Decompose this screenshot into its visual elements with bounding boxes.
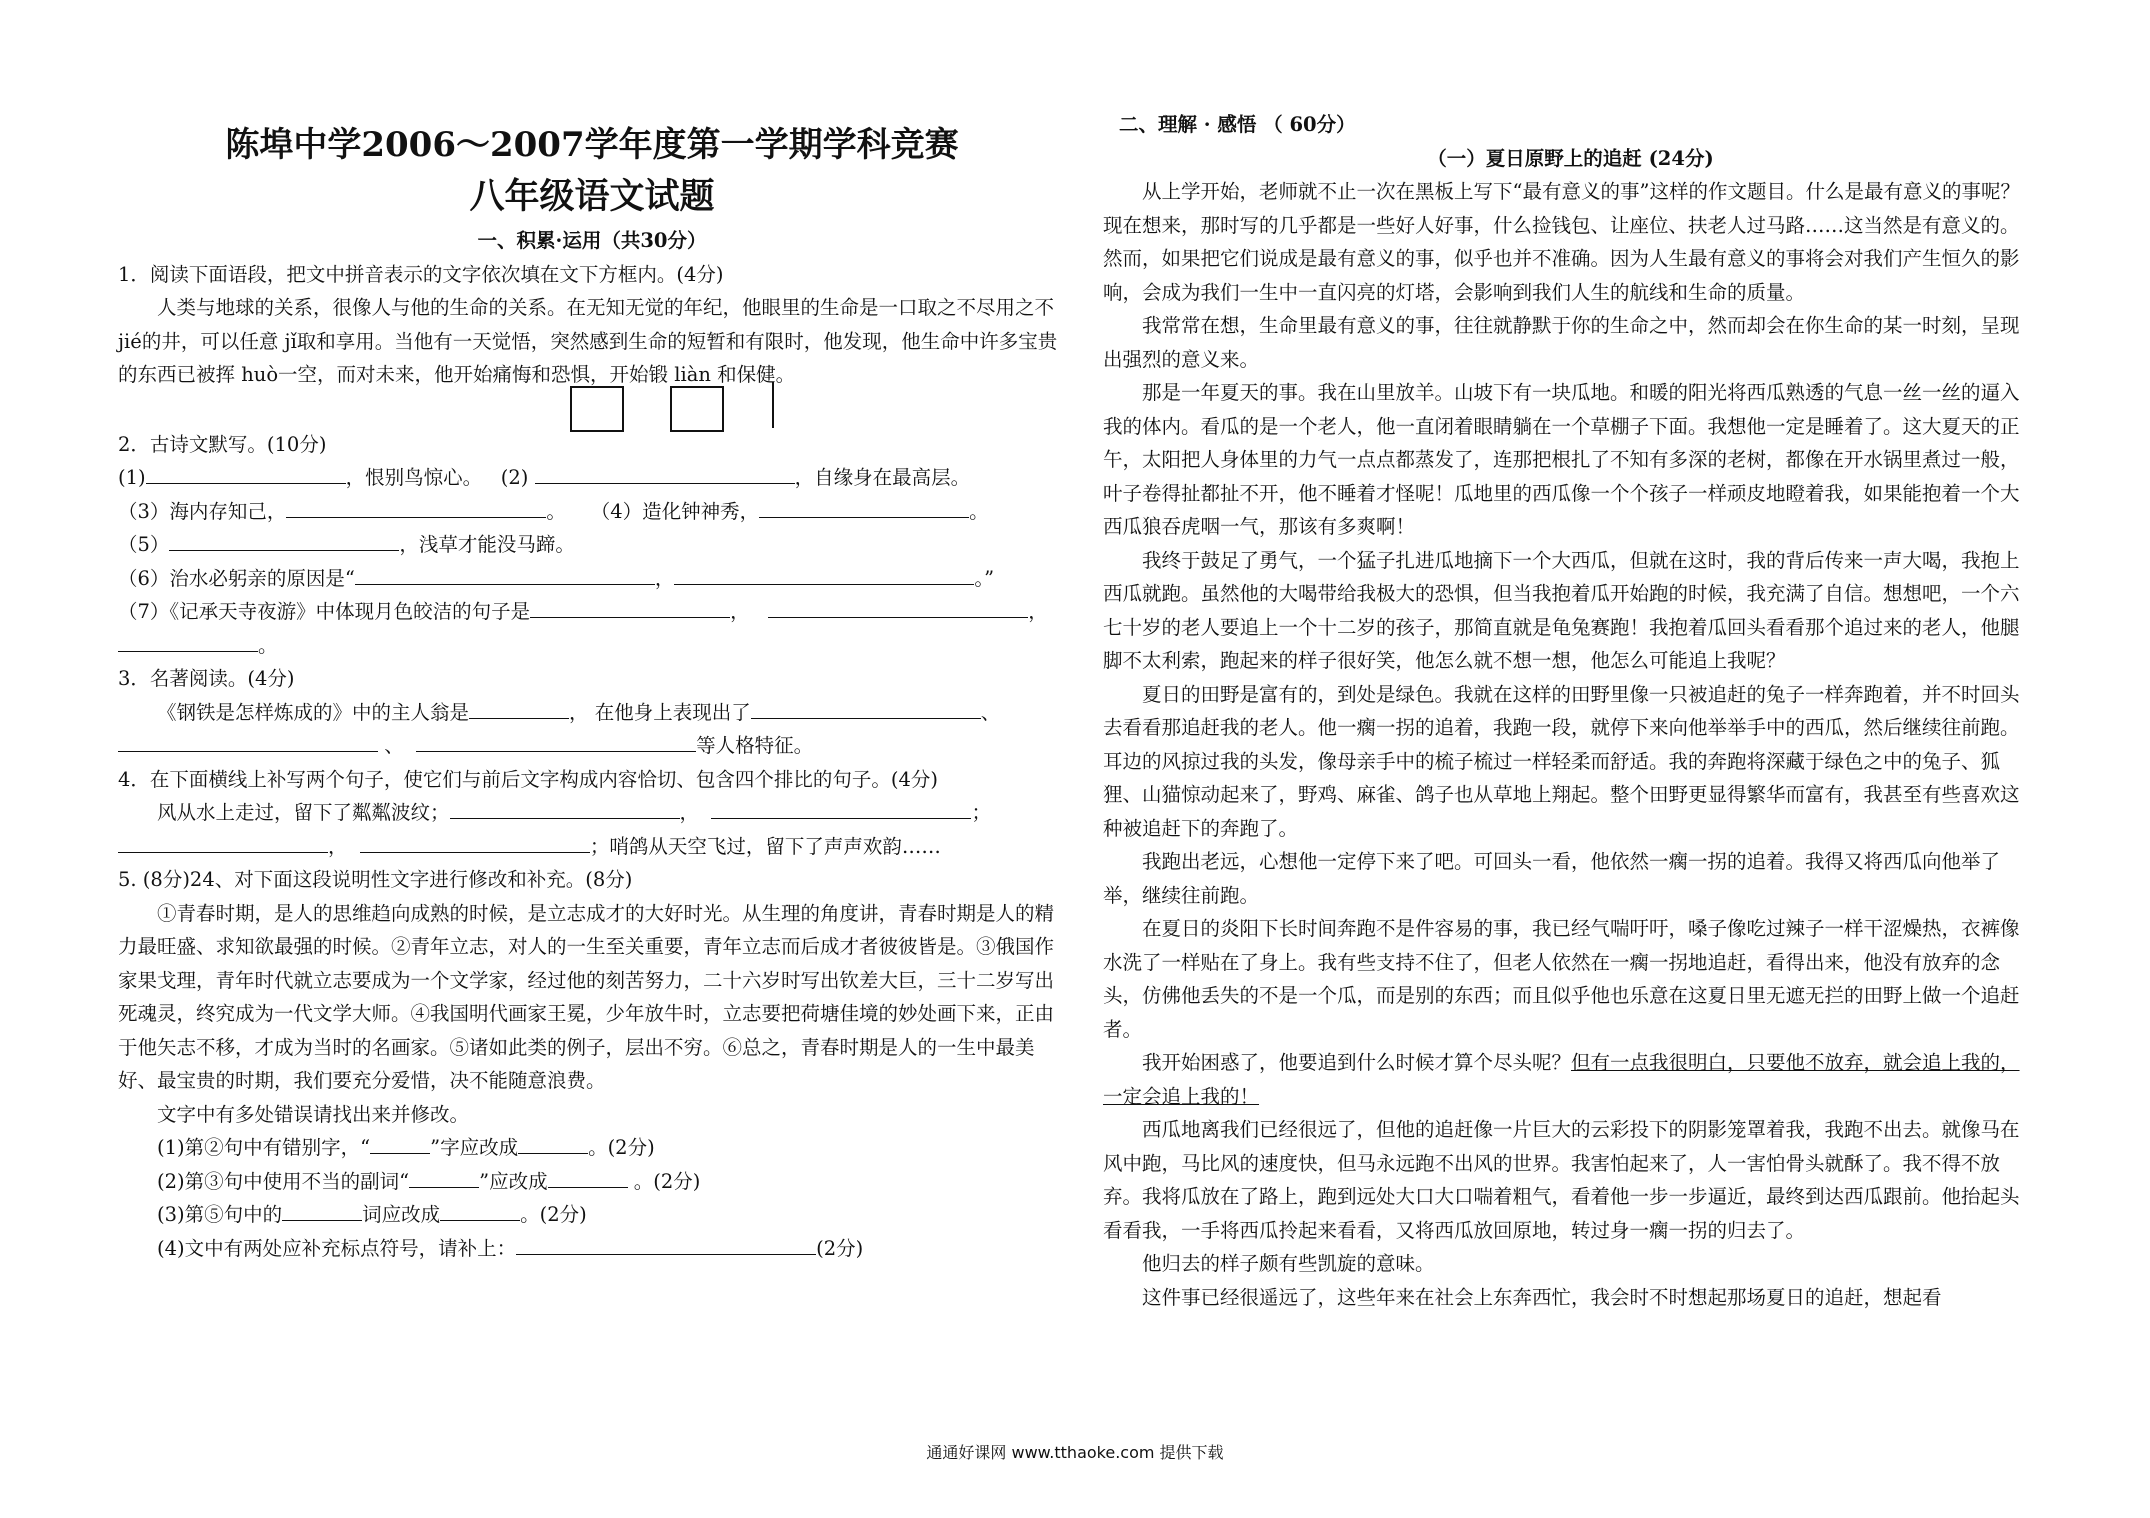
answer-blank[interactable] — [409, 1165, 479, 1188]
q2-text: 。 — [258, 633, 278, 657]
q3-stem: 3．名著阅读。(4分) — [118, 667, 295, 690]
q2-label-2: (2) — [500, 466, 529, 489]
q5-text: (3)第⑤句中的 — [157, 1203, 283, 1226]
answer-blank[interactable] — [469, 696, 569, 719]
answer-blank[interactable] — [759, 495, 969, 518]
q4-text: 风从水上走过，留下了粼粼波纹； — [157, 801, 450, 824]
answer-box[interactable] — [570, 386, 624, 432]
answer-blank[interactable] — [440, 1198, 520, 1221]
q2-text: （3）海内存知己， — [118, 499, 287, 523]
answer-blank[interactable] — [535, 461, 795, 484]
passage-paragraph: 我终于鼓足了勇气，一个猛子扎进瓜地摘下一个大西瓜，但就在这时，我的背后传来一声大喝，我抱上西瓜就跑。虽然他的大喝带给我极大的恐惧，但当我抱着瓜开始跑的时候，我充满了自信。想想吧，一个六七十岁的老人要追上一个十二岁的孩子，那简直就是龟兔赛跑！我抱着瓜回头看看那个追过来的老人，他腿脚不太利索，跑起来的样子很好笑，他怎么就不想一想，他怎么可能追上我呢？ — [1103, 548, 2020, 672]
answer-blank[interactable] — [360, 830, 590, 853]
q5-text: 。(2分) — [520, 1203, 587, 1226]
q5-sub-4 — [118, 1232, 1066, 1266]
q5-passage: ①青春时期，是人的思维趋向成熟的时候，是立志成才的大好时光。从生理的角度讲，青春时期是人的精力最旺盛、求知欲最强的时候。②青年立志，对人的一生至关重要，青年立志而后成才者彼彼皆是。③俄国作家果戈理，青年时代就立志要成为一个文学家，经过他的刻苦努力，二十六岁时写出钦差大巨，三十二岁写出死魂灵，终究成为一代文学大师。④我国明代画家王冕，少年放牛时，立志要把荷塘佳境的妙处画下来，正由于他矢志不移，才成为当时的名画家。⑤诸如此类的例子，层出不穷。⑥总之，青春时期是人的一生中最美好、最宝贵的时期，我们要充分爱惜，决不能随意浪费。 — [118, 901, 1055, 1092]
answer-blank[interactable] — [118, 729, 378, 752]
q4-text: ， — [328, 834, 348, 858]
q2-line-2 — [118, 495, 1066, 529]
answer-blank[interactable] — [370, 1131, 430, 1154]
q2-text: 。” — [974, 566, 995, 590]
answer-blank[interactable] — [146, 461, 346, 484]
passage-paragraph: 我常常在想，生命里最有意义的事，往往就静默于你的生命之中，然而却会在你生命的某一时刻，呈现出强烈的意义来。 — [1103, 314, 2020, 371]
passage-title: （一）夏日原野上的追赶 (24分) — [1427, 146, 1714, 170]
q3-text: 等人格特征。 — [696, 734, 814, 757]
q3-text: 、 — [384, 734, 404, 757]
passage-paragraph: 在夏日的炎阳下长时间奔跑不是件容易的事，我已经气喘吁吁，嗓子像吃过辣子一样干涩燥热，衣裤像水洗了一样贴在了身上。我有些支持不住了，但老人依然在一瘸一拐地追赶，看得出来，他没有放弃的念头，仿佛他丢失的不是一个瓜，而是别的东西；而且似乎他也乐意在这夏日里无遮无拦的田野上做一个追赶者。 — [1103, 917, 2020, 1041]
q2-text: （4）造化钟神秀， — [590, 499, 760, 523]
q5-text: (2)第③句中使用不当的副词“ — [157, 1169, 410, 1193]
passage-paragraph — [1103, 1046, 2038, 1113]
q2-text: ，恨别鸟惊心。 — [345, 466, 483, 489]
passage-text: 我开始困惑了，他要追到什么时候才算个尽头呢？ — [1142, 1051, 1572, 1074]
q2-text: （7）《记承天寺夜游》中体现月色皎洁的句子是 — [118, 600, 531, 623]
q4-line-1 — [118, 796, 1066, 830]
q1-answer-boxes — [118, 388, 1066, 428]
answer-blank[interactable] — [674, 562, 974, 585]
answer-blank[interactable] — [416, 729, 696, 752]
passage-paragraph: 这件事已经很遥远了，这些年来在社会上东奔西忙，我会时不时想起那场夏日的追赶，想起看 — [1142, 1285, 1942, 1309]
q2-line-3 — [118, 528, 1066, 562]
answer-blank[interactable] — [118, 629, 258, 652]
q3-text: 《钢铁是怎样炼成的》中的主人翁是 — [157, 700, 470, 724]
left-column — [118, 110, 1066, 1265]
q5-text: (2分) — [816, 1236, 864, 1260]
q3-line-1 — [118, 696, 1066, 730]
right-column — [1103, 108, 2038, 1314]
q5-instruction: 文字中有多处错误请找出来并修改。 — [157, 1102, 470, 1126]
section-1-heading: 一、积累·运用（共30分） — [477, 229, 707, 252]
q2-text: （6）治水必躬亲的原因是“ — [118, 566, 355, 590]
q5-sub-3 — [118, 1198, 1066, 1232]
passage-paragraph: 西瓜地离我们已经很远了，但他的追赶像一片巨大的云彩投下的阴影笼罩着我，我跑不出去。就像马在风中跑，马比风的速度快，但马永远跑不出风的世界。我害怕起来了，人一害怕骨头就酥了。我不得不放弃。我将瓜放在了路上，跑到远处大口大口喘着粗气，看着他一步一步逼近，最终到达西瓜跟前。他抬起头看看我，一手将西瓜拎起来看看，又将西瓜放回原地，转过身一瘸一拐的归去了。 — [1103, 1118, 2020, 1242]
passage-paragraph: 我跑出老远，心想他一定停下来了吧。可回头一看，他依然一瘸一拐的追着。我得又将西瓜向他举了举，继续往前跑。 — [1103, 850, 2001, 907]
page-footer: 通通好课网 www.tthaoke.com 提供下载 — [926, 1443, 1224, 1462]
q5-text: (1)第②句中有错别字，“ — [157, 1136, 371, 1159]
q2-line-5 — [118, 595, 1066, 629]
q3-text: 、 — [980, 700, 1001, 724]
answer-blank[interactable] — [530, 595, 730, 618]
q4-text: ， — [679, 801, 700, 824]
q4-text: ；哨鸽从天空飞过，留下了声声欢韵…… — [589, 834, 941, 858]
answer-blank[interactable] — [282, 1198, 362, 1221]
q5-text: ”应改成 — [479, 1169, 548, 1193]
q2-text: ，浅草才能没马蹄。 — [399, 533, 575, 556]
q5-sub-2 — [118, 1165, 1066, 1199]
q3-text: ， 在他身上表现出了 — [569, 700, 751, 724]
passage-paragraph: 从上学开始，老师就不止一次在黑板上写下“最有意义的事”这样的作文题目。什么是最有意义的事呢？现在想来，那时写的几乎都是一些好人好事，什么捡钱包、让座位、扶老人过马路……这当然是有意义的。然而，如果把它们说成是最有意义的事，似乎也并不准确。因为人生最有意义的事将会对我们产生恒久的影响，会成为我们一生中一直闪亮的灯塔，会影响到我们人生的航线和生命的质量。 — [1103, 180, 2020, 304]
q5-stem: 5. (8分)24、对下面这段说明性文字进行修改和补充。(8分) — [118, 868, 633, 891]
answer-blank[interactable] — [355, 562, 655, 585]
q2-text: ， — [1028, 600, 1048, 623]
answer-blank[interactable] — [711, 796, 971, 819]
q2-text: 。 — [969, 499, 989, 523]
answer-blank[interactable] — [518, 1131, 588, 1154]
q2-line-4 — [118, 562, 1066, 596]
answer-box-divider — [772, 382, 774, 428]
passage-paragraph: 他归去的样子颇有些凯旋的意味。 — [1142, 1252, 1435, 1275]
exam-subtitle: 八年级语文试题 — [469, 176, 715, 217]
q2-text: ， — [654, 566, 675, 590]
q4-text: ； — [971, 801, 991, 824]
answer-blank[interactable] — [768, 595, 1028, 618]
q5-text: 。(2分) — [633, 1169, 701, 1193]
answer-blank[interactable] — [169, 528, 399, 551]
underlined-sentence: 但有一点我很明白，只要他不放弃，就会追上我的，一定会追上我的！ — [1103, 1051, 2020, 1108]
q5-sub-1 — [118, 1131, 1066, 1165]
passage-paragraph: 那是一年夏天的事。我在山里放羊。山坡下有一块瓜地。和暖的阳光将西瓜熟透的气息一丝一丝的逼入我的体内。看瓜的是一个老人，他一直闭着眼睛躺在一个草棚子下面。我想他一定是睡着了。这大夏天的正午，太阳把人身体里的力气一点点都蒸发了，连那把根扎了不知有多深的老树，都像在开水锅里煮过一般，叶子卷得扯都扯不开，他不睡着才怪呢！瓜地里的西瓜像一个个孩子一样顽皮地瞪着我，如果能抱着一个大西瓜狼吞虎咽一气，那该有多爽啊！ — [1103, 381, 2020, 538]
q2-label-1: (1) — [118, 466, 146, 489]
answer-blank[interactable] — [751, 696, 981, 719]
q4-line-2 — [118, 830, 1066, 864]
answer-blank[interactable] — [548, 1165, 628, 1188]
q5-text: 。(2分) — [588, 1136, 655, 1159]
q5-text: ”字应改成 — [430, 1136, 519, 1159]
answer-blank[interactable] — [516, 1232, 816, 1255]
passage-paragraph: 夏日的田野是富有的，到处是绿色。我就在这样的田野里像一只被追赶的兔子一样奔跑着，并不时回头去看看那追赶我的老人。他一瘸一拐的追着，我跑一段，就停下来向他举举手中的西瓜，然后继续往前跑。耳边的风掠过我的头发，像母亲手中的梳子梳过一样轻柔而舒适。我的奔跑将深藏于绿色之中的兔子、狐狸、山猫惊动起来了，野鸡、麻雀、鸽子也从草地上翔起。整个田野更显得繁华而富有，我甚至有些喜欢这种被追赶下的奔跑了。 — [1103, 682, 2020, 840]
q2-line-6 — [118, 629, 1066, 663]
q3-line-2 — [118, 729, 1066, 763]
q2-text: 。 — [546, 499, 566, 523]
exam-title: 陈埠中学2006～2007学年度第一学期学科竞赛 — [225, 125, 959, 165]
q1-stem: 1．阅读下面语段，把文中拼音表示的文字依次填在文下方框内。(4分) — [118, 262, 724, 286]
answer-box[interactable] — [670, 386, 724, 432]
q5-text: 词应改成 — [362, 1203, 441, 1226]
answer-blank[interactable] — [286, 495, 546, 518]
answer-blank[interactable] — [118, 830, 328, 853]
q2-stem: 2．古诗文默写。(10分) — [118, 432, 327, 456]
q2-text: ， — [730, 600, 750, 623]
q4-stem: 4．在下面横线上补写两个句子，使它们与前后文字构成内容恰切、包含四个排比的句子。(4分) — [118, 767, 939, 791]
q2-text: （5） — [118, 533, 170, 556]
section-2-heading: 二、理解 · 感悟 （ 60分） — [1119, 113, 1356, 136]
q2-line-1 — [118, 461, 1066, 495]
answer-blank[interactable] — [450, 796, 680, 819]
q2-text: ，自缘身在最高层。 — [794, 466, 971, 489]
q1-passage: 人类与地球的关系，很像人与他的生命的关系。在无知无觉的年纪，他眼里的生命是一口取之不尽用之不 jié的井，可以任意 jǐ取和享用。当他有一天觉悟，突然感到生命的短暂和有限时，他发现，他生命中许多宝贵的东西已被挥 huò一空，而对未来，他开始痛悔和恐惧，开始锻 liàn 和保健。 — [118, 296, 1058, 386]
q5-text: (4)文中有两处应补充标点符号，请补上： — [157, 1236, 517, 1260]
